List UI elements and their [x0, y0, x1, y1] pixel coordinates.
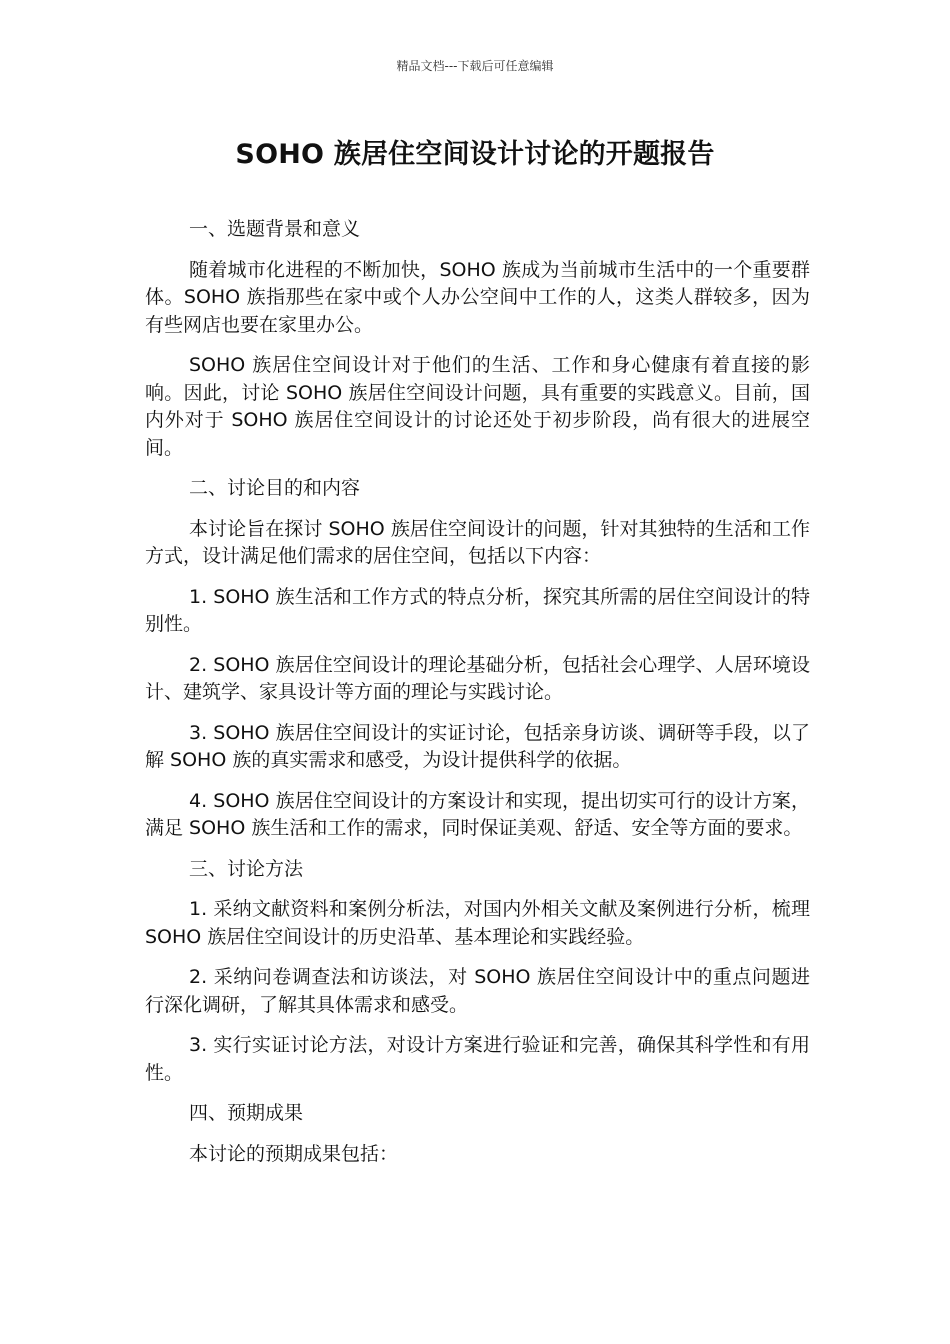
paragraph-purpose-intro: 本讨论旨在探讨 SOHO 族居住空间设计的问题，针对其独特的生活和工作方式，设计满足他们需求的居住空间，包括以下内容： — [145, 517, 810, 567]
section-heading-outcomes: 四、预期成果 — [189, 1102, 304, 1124]
list-item-method-1: 1. 采纳文献资料和案例分析法，对国内外相关文献及案例进行分析，梳理 SOHO 族居住空间设计的历史沿革、基本理论和实践经验。 — [145, 898, 810, 948]
list-item-method-3: 3. 实行实证讨论方法，对设计方案进行验证和完善，确保其科学性和有用性。 — [145, 1034, 810, 1084]
section-heading-purpose: 二、讨论目的和内容 — [189, 477, 361, 499]
list-item-purpose-1: 1. SOHO 族生活和工作方式的特点分析，探究其所需的居住空间设计的特别性。 — [145, 585, 810, 635]
list-item-purpose-3: 3. SOHO 族居住空间设计的实证讨论，包括亲身访谈、调研等手段，以了解 SOHO 族的真实需求和感受，为设计提供科学的依据。 — [145, 721, 810, 771]
list-item-method-2: 2. 采纳问卷调查法和访谈法，对 SOHO 族居住空间设计中的重点问题进行深化调研，了解其具体需求和感受。 — [145, 966, 810, 1016]
page-header-watermark: 精品文档---下载后可任意编辑 — [396, 59, 554, 73]
paragraph-background-2: SOHO 族居住空间设计对于他们的生活、工作和身心健康有着直接的影响。因此，讨论 SOHO 族居住空间设计问题，具有重要的实践意义。目前，国内外对于 SOHO 族居住空间设计的讨论还处于初步阶段，尚有很大的进展空间。 — [145, 354, 810, 459]
list-item-purpose-2: 2. SOHO 族居住空间设计的理论基础分析，包括社会心理学、人居环境设计、建筑学、家具设计等方面的理论与实践讨论。 — [145, 653, 810, 703]
paragraph-outcomes-intro: 本讨论的预期成果包括： — [189, 1142, 399, 1165]
document-title: SOHO 族居住空间设计讨论的开题报告 — [235, 139, 715, 170]
document-body — [145, 216, 810, 1181]
paragraph-background-1: 随着城市化进程的不断加快，SOHO 族成为当前城市生活中的一个重要群体。SOHO 族指那些在家中或个人办公空间中工作的人，这类人群较多，因为有些网店也要在家里办公。 — [145, 258, 810, 336]
list-item-purpose-4: 4. SOHO 族居住空间设计的方案设计和实现，提出切实可行的设计方案，满足 SOHO 族生活和工作的需求，同时保证美观、舒适、安全等方面的要求。 — [145, 789, 810, 839]
section-heading-background: 一、选题背景和意义 — [189, 218, 361, 240]
section-heading-methods: 三、讨论方法 — [189, 857, 304, 880]
